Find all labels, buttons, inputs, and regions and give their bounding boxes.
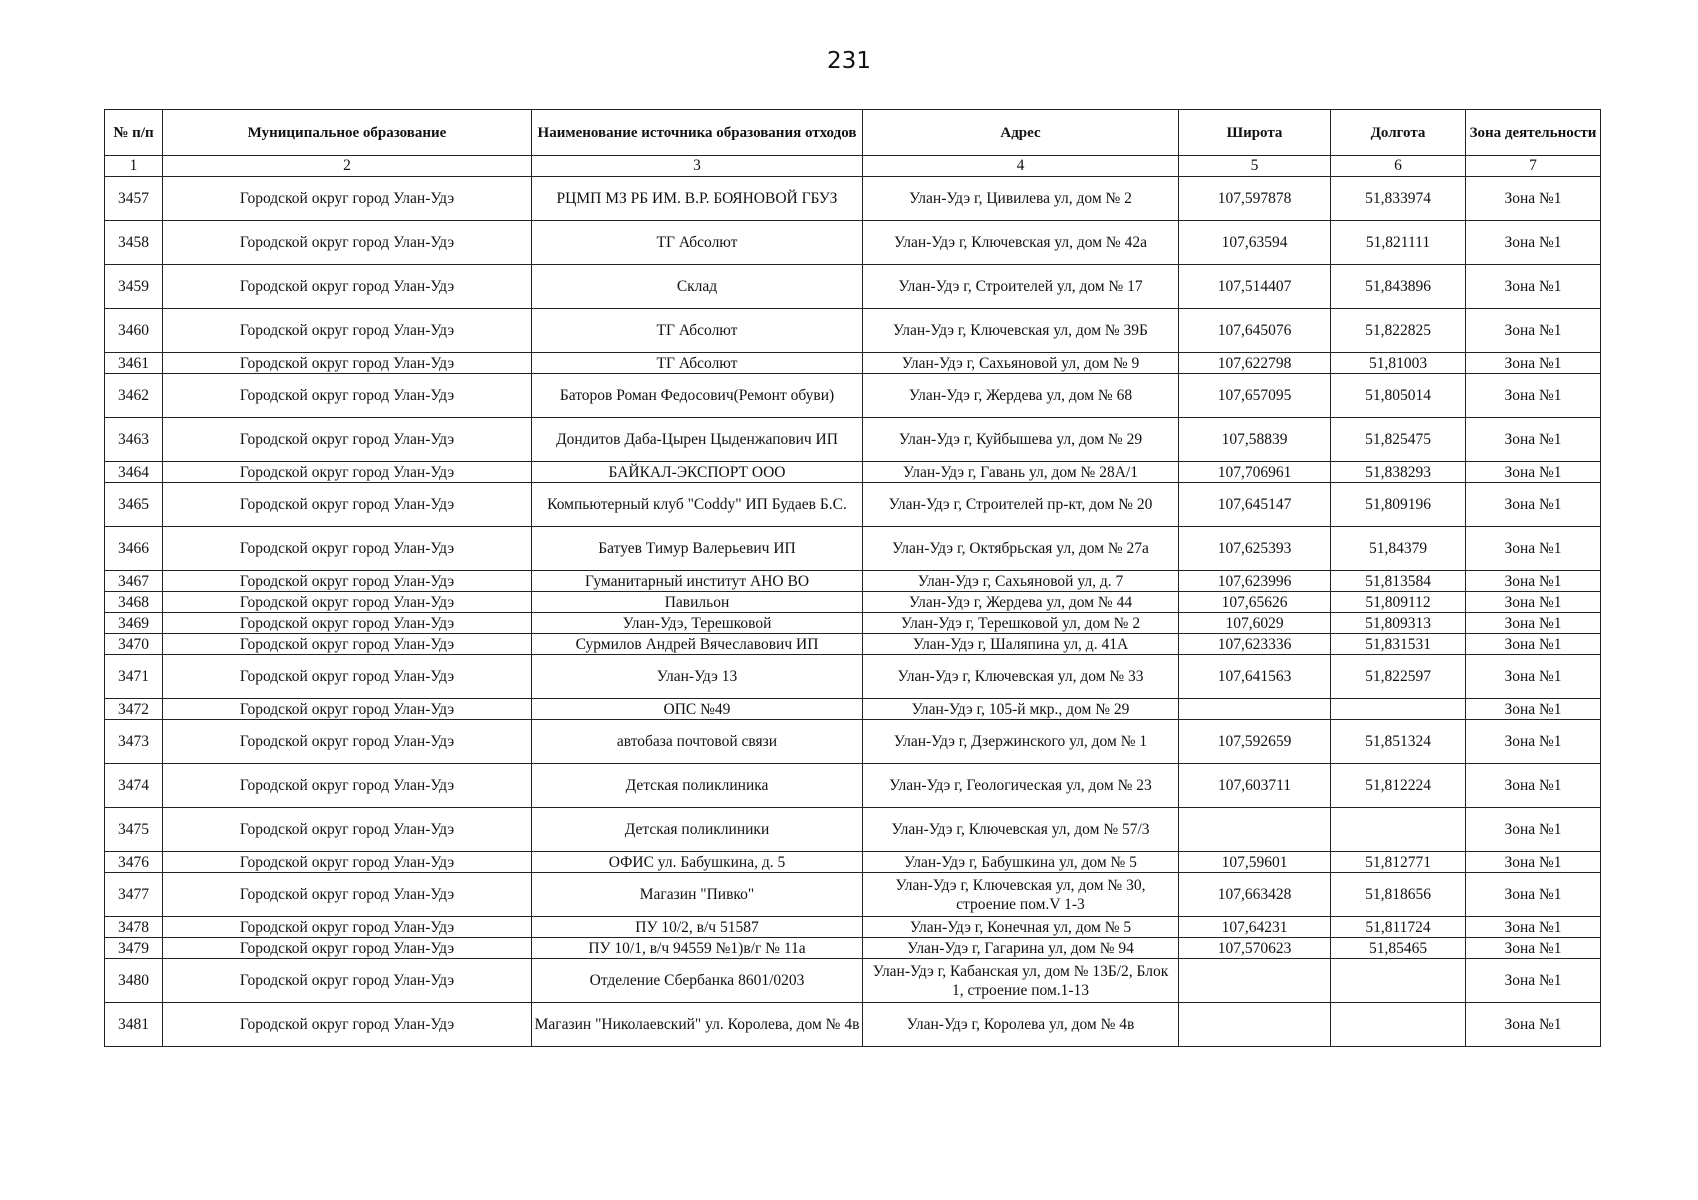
cell-longitude: 51,84379 [1331, 527, 1466, 571]
cell-municipality: Городской округ город Улан-Удэ [163, 917, 532, 938]
cell-source: автобаза почтовой связи [532, 720, 863, 764]
cell-municipality: Городской округ город Улан-Удэ [163, 634, 532, 655]
cell-zone: Зона №1 [1466, 483, 1601, 527]
cell-latitude: 107,570623 [1179, 938, 1331, 959]
column-number: 4 [863, 156, 1179, 177]
cell-longitude: 51,822825 [1331, 309, 1466, 353]
cell-source: Отделение Сбербанка 8601/0203 [532, 959, 863, 1003]
table-row [105, 699, 1601, 720]
header-source: Наименование источника образования отходов [532, 110, 863, 156]
cell-source: РЦМП МЗ РБ ИМ. В.Р. БОЯНОВОЙ ГБУЗ [532, 177, 863, 221]
column-number: 7 [1466, 156, 1601, 177]
cell-source: Улан-Удэ 13 [532, 655, 863, 699]
cell-municipality: Городской округ город Улан-Удэ [163, 959, 532, 1003]
cell-latitude [1179, 1003, 1331, 1047]
cell-latitude: 107,706961 [1179, 462, 1331, 483]
cell-source: ТГ Абсолют [532, 221, 863, 265]
cell-municipality: Городской округ город Улан-Удэ [163, 764, 532, 808]
cell-latitude: 107,592659 [1179, 720, 1331, 764]
table-row [105, 655, 1601, 699]
cell-latitude [1179, 699, 1331, 720]
cell-latitude: 107,645076 [1179, 309, 1331, 353]
cell-number: 3463 [105, 418, 163, 462]
cell-longitude: 51,811724 [1331, 917, 1466, 938]
cell-source: БАЙКАЛ-ЭКСПОРТ ООО [532, 462, 863, 483]
cell-longitude: 51,818656 [1331, 873, 1466, 917]
cell-source: ТГ Абсолют [532, 309, 863, 353]
cell-latitude: 107,623996 [1179, 571, 1331, 592]
cell-address: Улан-Удэ г, Королева ул, дом № 4в [863, 1003, 1179, 1047]
table-row [105, 634, 1601, 655]
cell-source: Гуманитарный институт АНО ВО [532, 571, 863, 592]
table-row [105, 374, 1601, 418]
cell-latitude: 107,663428 [1179, 873, 1331, 917]
cell-latitude: 107,622798 [1179, 353, 1331, 374]
cell-address: Улан-Удэ г, Ключевская ул, дом № 33 [863, 655, 1179, 699]
cell-longitude: 51,809196 [1331, 483, 1466, 527]
cell-longitude: 51,809313 [1331, 613, 1466, 634]
table-row [105, 873, 1601, 917]
table-row [105, 592, 1601, 613]
cell-number: 3479 [105, 938, 163, 959]
cell-number: 3465 [105, 483, 163, 527]
cell-address: Улан-Удэ г, Терешковой ул, дом № 2 [863, 613, 1179, 634]
table-row [105, 917, 1601, 938]
cell-longitude: 51,813584 [1331, 571, 1466, 592]
cell-longitude: 51,85465 [1331, 938, 1466, 959]
cell-longitude [1331, 808, 1466, 852]
cell-address: Улан-Удэ г, Бабушкина ул, дом № 5 [863, 852, 1179, 873]
cell-source: Склад [532, 265, 863, 309]
cell-address: Улан-Удэ г, Сахьяновой ул, дом № 9 [863, 353, 1179, 374]
cell-number: 3468 [105, 592, 163, 613]
cell-municipality: Городской округ город Улан-Удэ [163, 353, 532, 374]
cell-latitude: 107,641563 [1179, 655, 1331, 699]
table-row [105, 483, 1601, 527]
cell-address: Улан-Удэ г, Сахьяновой ул, д. 7 [863, 571, 1179, 592]
cell-zone: Зона №1 [1466, 418, 1601, 462]
column-number: 6 [1331, 156, 1466, 177]
cell-latitude: 107,58839 [1179, 418, 1331, 462]
cell-zone: Зона №1 [1466, 592, 1601, 613]
cell-address: Улан-Удэ г, Ключевская ул, дом № 30, строение пом.V 1-3 [863, 873, 1179, 917]
column-numbers-row [105, 156, 1601, 177]
table-row [105, 959, 1601, 1003]
cell-number: 3471 [105, 655, 163, 699]
table-row [105, 720, 1601, 764]
cell-municipality: Городской округ город Улан-Удэ [163, 938, 532, 959]
cell-zone: Зона №1 [1466, 374, 1601, 418]
cell-latitude: 107,6029 [1179, 613, 1331, 634]
cell-source: ТГ Абсолют [532, 353, 863, 374]
cell-longitude [1331, 699, 1466, 720]
cell-number: 3466 [105, 527, 163, 571]
cell-longitude: 51,821111 [1331, 221, 1466, 265]
header-longitude: Долгота [1331, 110, 1466, 156]
cell-municipality: Городской округ город Улан-Удэ [163, 483, 532, 527]
cell-address: Улан-Удэ г, Цивилева ул, дом № 2 [863, 177, 1179, 221]
cell-zone: Зона №1 [1466, 1003, 1601, 1047]
cell-source: ПУ 10/2, в/ч 51587 [532, 917, 863, 938]
table-row [105, 309, 1601, 353]
cell-zone: Зона №1 [1466, 309, 1601, 353]
cell-address: Улан-Удэ г, Куйбышева ул, дом № 29 [863, 418, 1179, 462]
cell-number: 3462 [105, 374, 163, 418]
cell-municipality: Городской округ город Улан-Удэ [163, 699, 532, 720]
table-row [105, 852, 1601, 873]
cell-address: Улан-Удэ г, Ключевская ул, дом № 57/3 [863, 808, 1179, 852]
cell-municipality: Городской округ город Улан-Удэ [163, 808, 532, 852]
cell-longitude: 51,833974 [1331, 177, 1466, 221]
cell-number: 3458 [105, 221, 163, 265]
cell-longitude: 51,822597 [1331, 655, 1466, 699]
table-row [105, 353, 1601, 374]
cell-latitude: 107,65626 [1179, 592, 1331, 613]
column-number: 3 [532, 156, 863, 177]
cell-longitude: 51,838293 [1331, 462, 1466, 483]
cell-source: Батуев Тимур Валерьевич ИП [532, 527, 863, 571]
cell-zone: Зона №1 [1466, 699, 1601, 720]
cell-zone: Зона №1 [1466, 527, 1601, 571]
header-address: Адрес [863, 110, 1179, 156]
cell-zone: Зона №1 [1466, 852, 1601, 873]
cell-zone: Зона №1 [1466, 808, 1601, 852]
cell-source: ПУ 10/1, в/ч 94559 №1)в/г № 11а [532, 938, 863, 959]
cell-longitude: 51,843896 [1331, 265, 1466, 309]
cell-number: 3467 [105, 571, 163, 592]
cell-municipality: Городской округ город Улан-Удэ [163, 571, 532, 592]
cell-longitude: 51,825475 [1331, 418, 1466, 462]
cell-number: 3475 [105, 808, 163, 852]
cell-municipality: Городской округ город Улан-Удэ [163, 873, 532, 917]
cell-municipality: Городской округ город Улан-Удэ [163, 592, 532, 613]
cell-longitude: 51,805014 [1331, 374, 1466, 418]
table-row [105, 177, 1601, 221]
column-number: 1 [105, 156, 163, 177]
cell-address: Улан-Удэ г, Кабанская ул, дом № 13Б/2, Блок 1, строение пом.1-13 [863, 959, 1179, 1003]
cell-zone: Зона №1 [1466, 265, 1601, 309]
cell-latitude: 107,64231 [1179, 917, 1331, 938]
cell-address: Улан-Удэ г, Октябрьская ул, дом № 27а [863, 527, 1179, 571]
cell-address: Улан-Удэ г, Жердева ул, дом № 44 [863, 592, 1179, 613]
cell-municipality: Городской округ город Улан-Удэ [163, 418, 532, 462]
cell-zone: Зона №1 [1466, 571, 1601, 592]
cell-number: 3473 [105, 720, 163, 764]
cell-latitude [1179, 959, 1331, 1003]
cell-latitude: 107,63594 [1179, 221, 1331, 265]
cell-latitude: 107,603711 [1179, 764, 1331, 808]
cell-longitude: 51,812224 [1331, 764, 1466, 808]
cell-number: 3464 [105, 462, 163, 483]
cell-address: Улан-Удэ г, Геологическая ул, дом № 23 [863, 764, 1179, 808]
column-number: 2 [163, 156, 532, 177]
cell-latitude: 107,597878 [1179, 177, 1331, 221]
page-number: 231 [827, 48, 871, 74]
table-row [105, 571, 1601, 592]
cell-municipality: Городской округ город Улан-Удэ [163, 527, 532, 571]
cell-zone: Зона №1 [1466, 613, 1601, 634]
cell-number: 3474 [105, 764, 163, 808]
table-row [105, 1003, 1601, 1047]
cell-zone: Зона №1 [1466, 634, 1601, 655]
table-row [105, 418, 1601, 462]
cell-number: 3476 [105, 852, 163, 873]
cell-number: 3480 [105, 959, 163, 1003]
cell-number: 3472 [105, 699, 163, 720]
cell-number: 3457 [105, 177, 163, 221]
cell-number: 3481 [105, 1003, 163, 1047]
cell-source: ОПС №49 [532, 699, 863, 720]
cell-zone: Зона №1 [1466, 959, 1601, 1003]
cell-number: 3470 [105, 634, 163, 655]
cell-address: Улан-Удэ г, Конечная ул, дом № 5 [863, 917, 1179, 938]
waste-sources-table [104, 109, 1601, 1047]
cell-zone: Зона №1 [1466, 720, 1601, 764]
cell-number: 3459 [105, 265, 163, 309]
cell-longitude: 51,851324 [1331, 720, 1466, 764]
table-row [105, 938, 1601, 959]
header-municipality: Муниципальное образование [163, 110, 532, 156]
cell-zone: Зона №1 [1466, 873, 1601, 917]
cell-longitude: 51,812771 [1331, 852, 1466, 873]
cell-address: Улан-Удэ г, Шаляпина ул, д. 41А [863, 634, 1179, 655]
cell-municipality: Городской округ город Улан-Удэ [163, 374, 532, 418]
cell-source: Сурмилов Андрей Вячеславович ИП [532, 634, 863, 655]
cell-address: Улан-Удэ г, Жердева ул, дом № 68 [863, 374, 1179, 418]
cell-latitude: 107,59601 [1179, 852, 1331, 873]
cell-number: 3478 [105, 917, 163, 938]
cell-longitude [1331, 959, 1466, 1003]
cell-address: Улан-Удэ г, Гавань ул, дом № 28А/1 [863, 462, 1179, 483]
cell-municipality: Городской округ город Улан-Удэ [163, 655, 532, 699]
cell-latitude: 107,645147 [1179, 483, 1331, 527]
table-row [105, 613, 1601, 634]
cell-source: Павильон [532, 592, 863, 613]
table-header-row [105, 110, 1601, 156]
cell-longitude: 51,831531 [1331, 634, 1466, 655]
cell-zone: Зона №1 [1466, 764, 1601, 808]
cell-municipality: Городской округ город Улан-Удэ [163, 462, 532, 483]
cell-latitude [1179, 808, 1331, 852]
cell-source: Улан-Удэ, Терешковой [532, 613, 863, 634]
cell-latitude: 107,623336 [1179, 634, 1331, 655]
table-row [105, 462, 1601, 483]
cell-municipality: Городской округ город Улан-Удэ [163, 613, 532, 634]
table-row [105, 527, 1601, 571]
cell-address: Улан-Удэ г, Ключевская ул, дом № 39Б [863, 309, 1179, 353]
cell-municipality: Городской округ город Улан-Удэ [163, 265, 532, 309]
header-zone: Зона деятельности [1466, 110, 1601, 156]
column-number: 5 [1179, 156, 1331, 177]
cell-zone: Зона №1 [1466, 177, 1601, 221]
cell-latitude: 107,625393 [1179, 527, 1331, 571]
cell-municipality: Городской округ город Улан-Удэ [163, 720, 532, 764]
cell-address: Улан-Удэ г, Строителей ул, дом № 17 [863, 265, 1179, 309]
cell-number: 3461 [105, 353, 163, 374]
cell-zone: Зона №1 [1466, 655, 1601, 699]
cell-number: 3477 [105, 873, 163, 917]
cell-zone: Зона №1 [1466, 353, 1601, 374]
cell-zone: Зона №1 [1466, 917, 1601, 938]
cell-latitude: 107,657095 [1179, 374, 1331, 418]
cell-longitude: 51,81003 [1331, 353, 1466, 374]
table-row [105, 764, 1601, 808]
cell-zone: Зона №1 [1466, 462, 1601, 483]
cell-address: Улан-Удэ г, Гагарина ул, дом № 94 [863, 938, 1179, 959]
cell-municipality: Городской округ город Улан-Удэ [163, 221, 532, 265]
cell-municipality: Городской округ город Улан-Удэ [163, 309, 532, 353]
table-row [105, 221, 1601, 265]
cell-longitude [1331, 1003, 1466, 1047]
table-row [105, 808, 1601, 852]
cell-address: Улан-Удэ г, Строителей пр-кт, дом № 20 [863, 483, 1179, 527]
cell-source: Детская поликлиники [532, 808, 863, 852]
cell-longitude: 51,809112 [1331, 592, 1466, 613]
cell-municipality: Городской округ город Улан-Удэ [163, 1003, 532, 1047]
cell-source: Баторов Роман Федосович(Ремонт обуви) [532, 374, 863, 418]
cell-address: Улан-Удэ г, Дзержинского ул, дом № 1 [863, 720, 1179, 764]
cell-zone: Зона №1 [1466, 938, 1601, 959]
table-row [105, 265, 1601, 309]
cell-number: 3469 [105, 613, 163, 634]
cell-municipality: Городской округ город Улан-Удэ [163, 852, 532, 873]
header-number: № п/п [105, 110, 163, 156]
cell-source: Магазин "Николаевский" ул. Королева, дом № 4в [532, 1003, 863, 1047]
cell-source: Магазин "Пивко" [532, 873, 863, 917]
cell-number: 3460 [105, 309, 163, 353]
cell-address: Улан-Удэ г, 105-й мкр., дом № 29 [863, 699, 1179, 720]
cell-municipality: Городской округ город Улан-Удэ [163, 177, 532, 221]
cell-latitude: 107,514407 [1179, 265, 1331, 309]
cell-source: Детская поликлиника [532, 764, 863, 808]
cell-source: Дондитов Даба-Цырен Цыденжапович ИП [532, 418, 863, 462]
cell-source: ОФИС ул. Бабушкина, д. 5 [532, 852, 863, 873]
cell-source: Компьютерный клуб "Coddy" ИП Будаев Б.С. [532, 483, 863, 527]
cell-address: Улан-Удэ г, Ключевская ул, дом № 42а [863, 221, 1179, 265]
cell-zone: Зона №1 [1466, 221, 1601, 265]
header-latitude: Широта [1179, 110, 1331, 156]
